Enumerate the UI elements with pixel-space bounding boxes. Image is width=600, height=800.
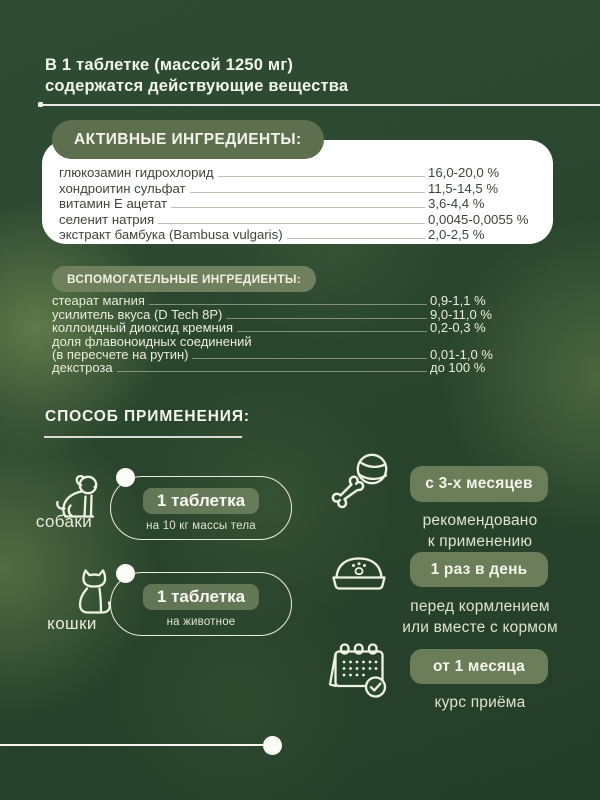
ingredient-value: 0,2-0,3 % (430, 320, 486, 336)
ingredient-value: 0,9-1,1 % (430, 293, 486, 309)
feeding-bowl-icon (328, 551, 390, 591)
animal-label-cats: кошки (47, 614, 97, 633)
page-title (45, 55, 348, 97)
ingredient-name: витамин Е ацетат (59, 196, 168, 212)
carousel-progress-line (0, 744, 268, 746)
age-note (400, 510, 560, 552)
frequency-badge: 1 раз в день (410, 552, 548, 587)
auxiliary-ingredients-list (52, 295, 553, 375)
page-title-line1: В 1 таблетке (массой 1250 мг) (45, 56, 294, 74)
ingredient-value: до 100 % (430, 360, 486, 376)
divider-line (40, 104, 600, 106)
ingredient-value: 0,01-1,0 % (430, 346, 493, 362)
ingredient-name: декстроза (52, 360, 113, 376)
carousel-progress-dot[interactable] (263, 736, 282, 755)
leader-line (190, 192, 425, 193)
ingredient-row (59, 211, 540, 226)
dog-dose-pill: 1 таблетка (143, 488, 259, 514)
ingredient-row (59, 227, 540, 242)
leader-line (171, 207, 425, 208)
active-ingredients-list (59, 165, 540, 242)
cat-dose-pill: 1 таблетка (143, 584, 259, 610)
ingredient-value: 16,0-20,0 % (428, 165, 500, 181)
ingredient-name: глюкозамин гидрохлорид (59, 165, 214, 181)
animal-label-dogs: собаки (35, 512, 93, 531)
ingredient-value: 3,6-4,4 % (428, 196, 485, 212)
ingredient-name: (в пересчете на рутин) (52, 346, 189, 362)
frequency-note-line2: или вместе с кормом (402, 619, 558, 636)
leader-line (117, 371, 427, 372)
ingredient-name: усилитель вкуса (D Tech 8P) (52, 306, 223, 322)
frequency-note-line1: перед кормлением (410, 598, 550, 615)
ingredient-value: 11,5-14,5 % (428, 180, 499, 196)
ingredient-name: коллоидный диоксид кремния (52, 320, 234, 336)
dog-dose-bubble (110, 476, 292, 540)
age-badge: с 3-х месяцев (410, 466, 548, 502)
age-note-line1: рекомендовано (422, 512, 538, 529)
ingredient-row (59, 180, 540, 195)
ingredient-value: 0,0045-0,0055 % (428, 211, 529, 227)
leader-line (218, 176, 425, 177)
cat-icon (72, 566, 116, 618)
page-title-line2: содержатся действующие вещества (45, 77, 349, 95)
usage-section-title: СПОСОБ ПРИМЕНЕНИЯ: (45, 408, 250, 425)
ingredient-name: селенит натрия (59, 211, 155, 227)
ingredient-name: стеарат магния (52, 293, 145, 309)
frequency-note (395, 596, 565, 638)
leader-line (237, 331, 427, 332)
ingredient-name: экстракт бамбука (Bambusa vulgaris) (59, 226, 283, 242)
dog-dose-note: на 10 кг массы тела (146, 520, 256, 532)
leader-line (149, 304, 427, 305)
ingredient-name: доля флавоноидных соединений (52, 333, 252, 349)
ingredient-row (52, 362, 553, 375)
auxiliary-ingredients-badge: ВСПОМОГАТЕЛЬНЫЕ ИНГРЕДИЕНТЫ: (52, 266, 316, 292)
leader-line (158, 223, 425, 224)
divider-tick (38, 102, 43, 107)
active-ingredients-badge: АКТИВНЫЕ ИНГРЕДИЕНТЫ: (52, 120, 324, 159)
ingredient-value: 2,0-2,5 % (428, 226, 485, 242)
cat-dose-note: на животное (166, 616, 236, 628)
ingredient-row (59, 165, 540, 180)
bubble-dot (116, 564, 135, 583)
leader-line (287, 238, 425, 239)
usage-underline (44, 436, 242, 438)
leader-line (226, 318, 427, 319)
bubble-dot (116, 468, 135, 487)
ball-and-bone-icon (326, 450, 396, 516)
ingredient-value: 9,0-11,0 % (430, 306, 492, 322)
course-note (400, 692, 560, 713)
ingredient-name: хондроитин сульфат (59, 180, 186, 196)
calendar-check-icon (324, 642, 396, 704)
course-badge: от 1 месяца (410, 649, 548, 684)
age-note-line2: к применению (427, 533, 533, 550)
course-note-line1: курс приёма (434, 694, 526, 711)
ingredient-row (59, 196, 540, 211)
leader-line (192, 358, 427, 359)
cat-dose-bubble (110, 572, 292, 636)
